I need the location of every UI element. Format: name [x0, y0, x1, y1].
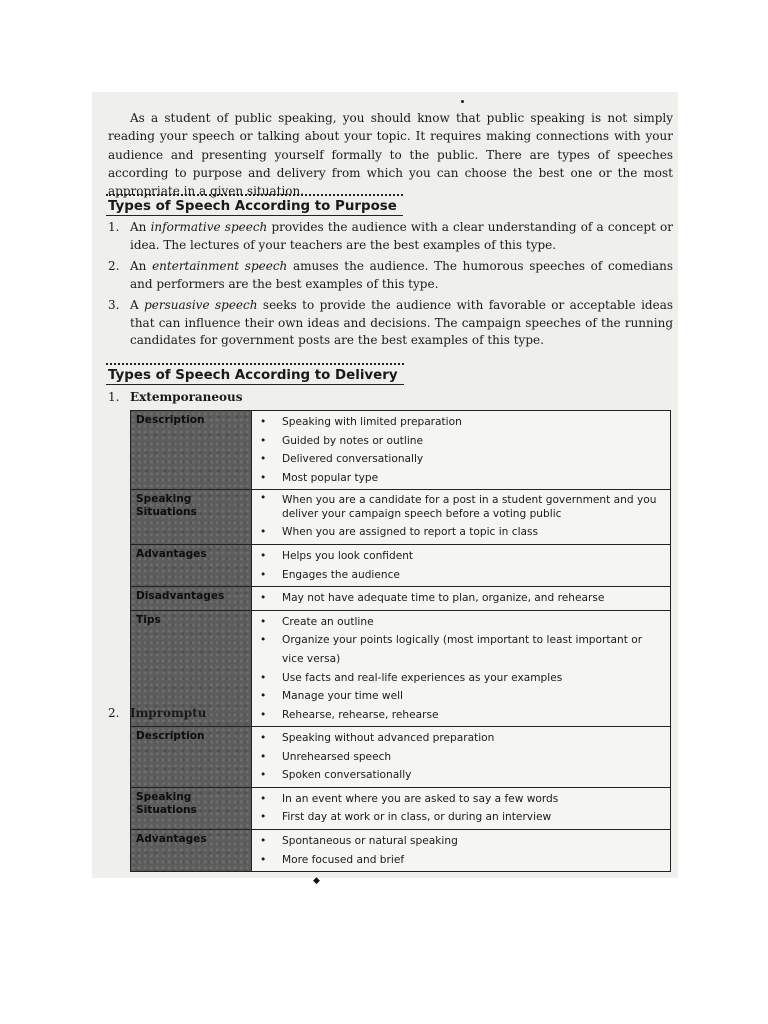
bullet-item: • When you are assigned to report a topic in class: [258, 523, 664, 542]
item-text: amuses the audience. The humorous speeches of comedians and performers are the best examples of this type.: [130, 259, 673, 291]
bullet-item: • Spoken conversationally: [258, 766, 664, 785]
purpose-item: [108, 297, 673, 350]
row-label: Advantages: [131, 544, 252, 586]
item-term: informative speech: [150, 220, 268, 234]
row-items: [252, 411, 671, 490]
intro-text: As a student of public speaking, you should know that public speaking is not simply reading your speech or talking about your topic. It requires making connections with your audience and presenting yourself formally to the public. There are types of speeches according to purpose and delivery from which you can choose the best one or the most appropriate in a given situation.: [108, 111, 673, 199]
row-label: Description: [131, 411, 252, 490]
table-row: [131, 829, 671, 871]
table-row: [131, 610, 671, 727]
row-items: [252, 490, 671, 545]
table-row: [131, 490, 671, 545]
purpose-list: [108, 219, 673, 354]
row-items: [252, 829, 671, 871]
bullet-item: • Most popular type: [258, 469, 664, 488]
purpose-item: [108, 258, 673, 293]
delivery-heading: Types of Speech According to Delivery: [106, 363, 404, 385]
row-items: [252, 544, 671, 586]
table-row: [131, 727, 671, 788]
item-pre: An: [130, 259, 153, 273]
section-number: 1.: [108, 390, 120, 404]
row-label: Advantages: [131, 829, 252, 871]
bullet-item: • Helps you look confident: [258, 547, 664, 566]
bullet-item: • Guided by notes or outline: [258, 432, 664, 451]
bullet-item: • Speaking without advanced preparation: [258, 729, 664, 748]
purpose-heading: Types of Speech According to Purpose: [106, 194, 403, 216]
scan-speck: [461, 100, 464, 103]
bullet-item: • Use facts and real-life experiences as your examples: [258, 669, 664, 688]
row-label: Tips: [131, 610, 252, 727]
row-label: Disadvantages: [131, 587, 252, 611]
item-number: 2.: [108, 259, 120, 273]
row-items: [252, 587, 671, 611]
bullet-item: • More focused and brief: [258, 851, 664, 870]
section-title: Impromptu: [130, 706, 207, 720]
bullet-item: • Unrehearsed speech: [258, 748, 664, 767]
row-label: Speaking Situations: [131, 787, 252, 829]
bullet-item: • In an event where you are asked to say a few words: [258, 790, 664, 809]
intro-paragraph: [108, 109, 673, 200]
row-label: Speaking Situations: [131, 490, 252, 545]
item-number: 1.: [108, 220, 120, 234]
bullet-item: • Rehearse, rehearse, rehearse: [258, 706, 664, 725]
row-items: [252, 727, 671, 788]
purpose-item: [108, 219, 673, 254]
table-row: [131, 787, 671, 829]
page-marker-icon: ◆: [313, 876, 320, 886]
impromptu-title: [108, 706, 206, 720]
bullet-item: • Organize your points logically (most important to least important or vice versa): [258, 631, 664, 668]
bullet-item: • Manage your time well: [258, 687, 664, 706]
bullet-item: • Spontaneous or natural speaking: [258, 832, 664, 851]
bullet-item: • Delivered conversationally: [258, 450, 664, 469]
item-pre: A: [130, 298, 145, 312]
row-items: [252, 610, 671, 727]
bullet-item: • Speaking with limited preparation: [258, 413, 664, 432]
extemporaneous-title: [108, 390, 243, 404]
table-row: [131, 587, 671, 611]
item-pre: An: [130, 220, 151, 234]
table-row: [131, 544, 671, 586]
bullet-item: • Create an outline: [258, 613, 664, 632]
impromptu-table: [130, 726, 671, 872]
section-title: Extemporaneous: [130, 390, 243, 404]
bullet-item: • May not have adequate time to plan, organize, and rehearse: [258, 589, 664, 608]
item-text: seeks to provide the audience with favorable or acceptable ideas that can influence their own ideas and decisions. The campaign speeches of the running candidates for government posts are the best examples of this type.: [130, 298, 674, 347]
item-term: entertainment speech: [152, 259, 288, 273]
extemporaneous-table: [130, 410, 671, 727]
bullet-item: • Engages the audience: [258, 566, 664, 585]
item-text: provides the audience with a clear understanding of a concept or idea. The lectures of your teachers are the best examples of this type.: [130, 220, 673, 252]
bullet-item: • First day at work or in class, or during an interview: [258, 808, 664, 827]
item-number: 3.: [108, 298, 120, 312]
section-number: 2.: [108, 706, 120, 720]
table-row: [131, 411, 671, 490]
bullet-item: • When you are a candidate for a post in a student government and you deliver your campaign speech before a voting public: [258, 492, 664, 523]
item-term: persuasive speech: [144, 298, 258, 312]
row-label: Description: [131, 727, 252, 788]
row-items: [252, 787, 671, 829]
